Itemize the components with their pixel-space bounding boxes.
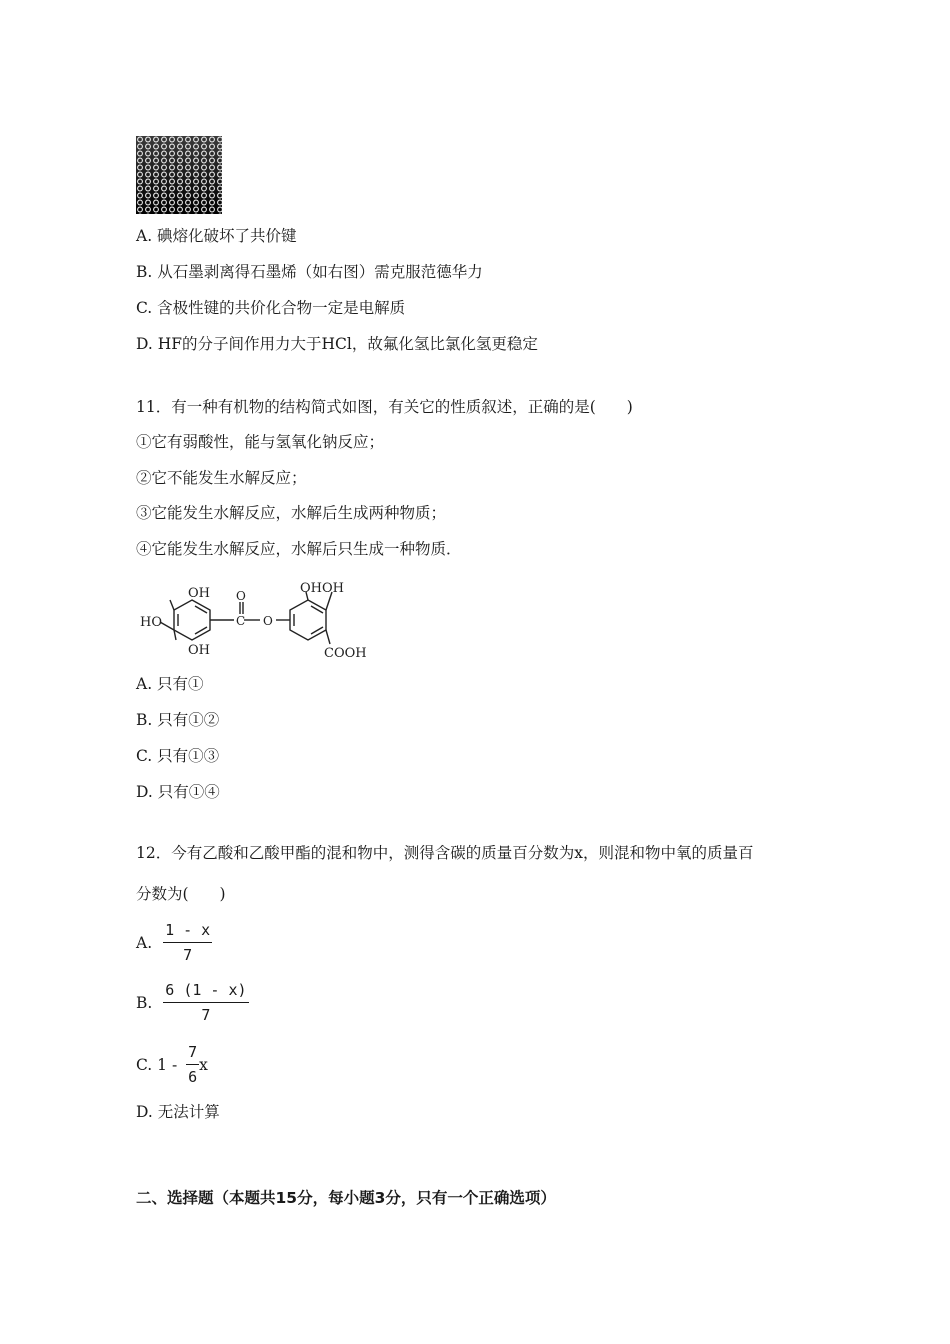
q11-stem: 11．有一种有机物的结构简式如图，有关它的性质叙述，正确的是( ) [136, 398, 633, 416]
label-carbonyl-o: O [236, 589, 246, 603]
q12-option-a-label: A. [136, 933, 153, 952]
q11-option-c: C. 只有①③ [136, 747, 220, 765]
label-cooh: COOH [324, 646, 367, 661]
graphene-image [136, 136, 222, 214]
q11-statement-2: ②它不能发生水解反应； [136, 469, 307, 487]
q10-option-c: C. 含极性键的共价化合物一定是电解质 [136, 299, 406, 317]
q12-option-c-numerator: 7 [186, 1042, 199, 1065]
q12-option-c-label: C. 1 - [136, 1055, 178, 1074]
q12-option-c-suffix: x [199, 1055, 208, 1074]
label-ester-o: O [263, 614, 273, 628]
structural-formula [136, 580, 426, 662]
q12-option-b-label: B. [136, 993, 153, 1012]
q12-stem-line2: 分数为( ) [136, 885, 226, 903]
q10-option-d: D. HF的分子间作用力大于HCl，故氟化氢比氯化氢更稳定 [136, 335, 538, 353]
q12-option-b-numerator: 6 (1 - x) [163, 980, 248, 1003]
label-oh-top-left: OH [188, 586, 210, 601]
q11-statement-1: ①它有弱酸性，能与氢氧化钠反应； [136, 433, 385, 451]
q10-option-b: B. 从石墨剥离得石墨烯（如右图）需克服范德华力 [136, 263, 483, 281]
label-c-atom: C [236, 614, 246, 628]
q12-option-b-fraction [163, 980, 248, 1025]
label-ho-left: HO [140, 615, 162, 630]
q12-option-a-numerator: 1 - x [163, 920, 212, 943]
section-2-title: 二、选择题（本题共15分，每小题3分，只有一个正确选项） [136, 1189, 556, 1207]
q12-option-c-fraction [186, 1042, 199, 1087]
label-oh-bottom-left: OH [188, 643, 210, 658]
q12-option-a [136, 920, 212, 965]
q11-statement-4: ④它能发生水解反应，水解后只生成一种物质． [136, 540, 462, 558]
q12-option-c-denominator: 6 [188, 1068, 198, 1086]
q12-option-d: D. 无法计算 [136, 1103, 220, 1121]
q12-option-a-fraction [163, 920, 212, 965]
q10-option-a: A. 碘熔化破坏了共价键 [136, 227, 297, 245]
q11-option-b: B. 只有①② [136, 711, 220, 729]
q12-option-b [136, 980, 249, 1025]
label-ohoh-top-right: OHOH [300, 581, 344, 596]
q12-option-c [136, 1042, 208, 1087]
q11-option-d: D. 只有①④ [136, 783, 220, 801]
q12-stem-line1: 12．今有乙酸和乙酸甲酯的混和物中，测得含碳的质量百分数为x，则混和物中氧的质量百 [136, 844, 754, 862]
q11-statement-3: ③它能发生水解反应，水解后生成两种物质； [136, 504, 447, 522]
q12-option-a-denominator: 7 [183, 946, 193, 964]
q12-option-b-denominator: 7 [201, 1006, 211, 1024]
q11-option-a: A. 只有① [136, 675, 204, 693]
